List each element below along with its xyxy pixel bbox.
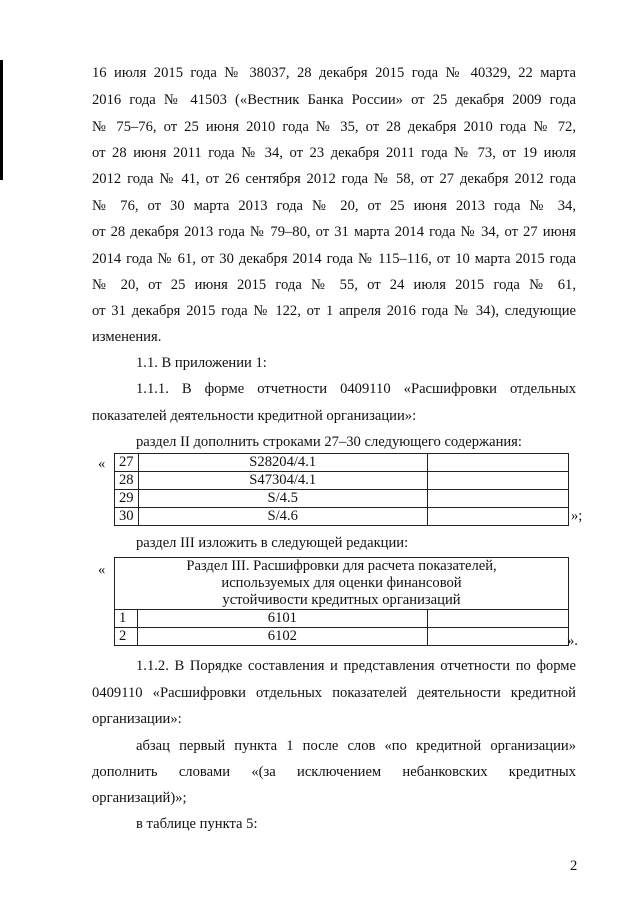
row-code: 6101	[138, 610, 428, 628]
abzac-line: организаций)»;	[92, 790, 187, 806]
page-number: 2	[570, 858, 578, 874]
item-1-1-1-line: 1.1.1. В форме отчетности 0409110 «Расшифровки отдельных	[136, 381, 576, 397]
row-empty-cell	[427, 610, 568, 628]
row-code: 6102	[138, 628, 428, 646]
section3-intro: раздел III изложить в следующей редакции:	[136, 535, 409, 551]
paragraph-line: от 28 июня 2011 года № 34, от 23 декабря 2011 года № 73, от 19 июля	[92, 145, 576, 161]
row-number: 30	[115, 508, 139, 526]
paragraph-line: 2014 года № 61, от 30 декабря 2014 года № 115–116, от 10 марта 2015 года	[92, 251, 576, 267]
paragraph-line: от 28 декабря 2013 года № 79–80, от 31 марта 2014 года № 34, от 27 июня	[92, 224, 576, 240]
row-number: 27	[115, 454, 139, 472]
table-section2-rows	[114, 453, 569, 526]
table-row	[115, 628, 569, 646]
item-1-1-2-line: 0409110 «Расшифровки отдельных показателей деятельности кредитной	[92, 685, 576, 701]
row-number: 29	[115, 490, 139, 508]
table-section3	[114, 557, 569, 646]
table-row	[115, 610, 569, 628]
abzac-line: абзац первый пункта 1 после слов «по кредитной организации»	[136, 738, 576, 754]
item-1-1: 1.1. В приложении 1:	[136, 355, 267, 371]
item-1-1-1-line: показателей деятельности кредитной организации»:	[92, 408, 417, 424]
header-line: используемых для оценки финансовой	[221, 575, 462, 591]
row-number: 1	[115, 610, 138, 628]
header-line: устойчивости кредитных организаций	[222, 592, 461, 608]
table-row	[115, 508, 569, 526]
row-number: 2	[115, 628, 138, 646]
abzac-line: дополнить словами «(за исключением небанковских кредитных	[92, 764, 576, 780]
table1-open-quote: «	[98, 456, 106, 472]
paragraph-line: № 20, от 25 июня 2015 года № 55, от 24 июля 2015 года № 61,	[92, 277, 576, 293]
table-row	[115, 490, 569, 508]
table1-close-mark: »;	[571, 508, 583, 524]
paragraph-line: изменения.	[92, 329, 162, 345]
table2-open-quote: «	[98, 562, 106, 578]
paragraph-line: 2016 года № 41503 («Вестник Банка России» от 25 декабря 2009 года	[92, 92, 576, 108]
paragraph-line: 16 июля 2015 года № 38037, 28 декабря 2015 года № 40329, 22 марта	[92, 65, 576, 81]
row-empty-cell	[427, 628, 568, 646]
row-empty-cell	[427, 472, 568, 490]
row-code: S/4.5	[138, 490, 427, 508]
table-row	[115, 472, 569, 490]
paragraph-line: № 75–76, от 25 июня 2010 года № 35, от 28 декабря 2010 года № 72,	[92, 119, 576, 135]
paragraph-line: от 31 декабря 2015 года № 122, от 1 апреля 2016 года № 34), следующие	[92, 303, 576, 319]
item-1-1-2-line: организации»:	[92, 711, 182, 727]
row-empty-cell	[427, 508, 568, 526]
table2-close-mark: ».	[567, 633, 578, 649]
scan-edge-mark	[0, 60, 3, 180]
table-header-row	[115, 558, 569, 610]
header-line: Раздел III. Расшифровки для расчета показателей,	[186, 558, 497, 574]
row-number: 28	[115, 472, 139, 490]
row-code: S47304/4.1	[138, 472, 427, 490]
row-code: S28204/4.1	[138, 454, 427, 472]
section3-header	[115, 558, 569, 610]
paragraph-line: 2012 года № 41, от 26 сентября 2012 года № 58, от 27 декабря 2012 года	[92, 171, 576, 187]
paragraph-line: № 76, от 30 марта 2013 года № 20, от 25 июня 2013 года № 34,	[92, 198, 576, 214]
row-empty-cell	[427, 454, 568, 472]
table-item5-intro: в таблице пункта 5:	[136, 816, 258, 832]
row-code: S/4.6	[138, 508, 427, 526]
section2-intro: раздел II дополнить строками 27–30 следующего содержания:	[136, 434, 522, 450]
row-empty-cell	[427, 490, 568, 508]
table-row	[115, 454, 569, 472]
item-1-1-2-line: 1.1.2. В Порядке составления и представления отчетности по форме	[136, 658, 576, 674]
